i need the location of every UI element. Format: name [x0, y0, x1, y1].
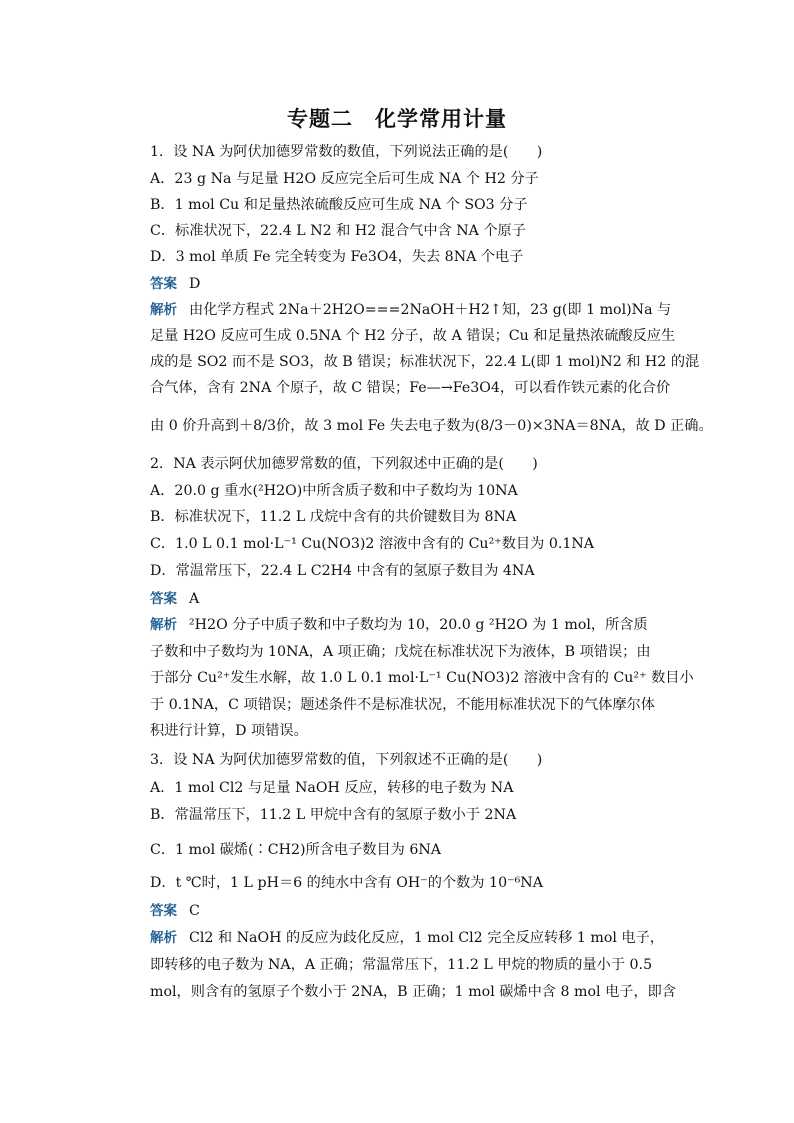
q1-stem: 1．设 NA 为阿伏加德罗常数的数值，下列说法正确的是( ) — [150, 144, 543, 160]
q3-option-a: A．1 mol Cl2 与足量 NaOH 反应，转移的电子数为 NA — [150, 780, 514, 796]
q1-option-d: D．3 mol 单质 Fe 完全转变为 Fe3O4，失去 8NA 个电子 — [150, 249, 524, 265]
q2-stem: 2．NA 表示阿伏加德罗常数的值，下列叙述中正确的是( ) — [150, 456, 538, 472]
q2-answer — [150, 590, 199, 608]
q2-analysis-line-3: 于部分 Cu²⁺发生水解，故 1.0 L 0.1 mol·L⁻¹ Cu(NO3)2 溶液中含有的 Cu²⁺ 数目小 — [150, 670, 694, 686]
q3-analysis-text-1: Cl2 和 NaOH 的反应为歧化反应，1 mol Cl2 完全反应转移 1 mol 电子， — [189, 930, 664, 946]
q1-option-a: A．23 g Na 与足量 H2O 反应完全后可生成 NA 个 H2 分子 — [150, 171, 539, 187]
q2-analysis-line-1 — [150, 616, 648, 634]
q1-answer-value: D — [189, 276, 201, 292]
q1-analysis-line-2: 足量 H2O 反应可生成 0.5NA 个 H2 分子，故 A 错误；Cu 和足量热浓硫酸反应生 — [150, 328, 676, 344]
q3-option-b: B．常温常压下，11.2 L 甲烷中含有的氢原子数小于 2NA — [150, 807, 517, 823]
q2-option-c: C．1.0 L 0.1 mol·L⁻¹ Cu(NO3)2 溶液中含有的 Cu²⁺数目为 0.1NA — [150, 536, 595, 552]
q3-analysis-line-2: 即转移的电子数为 NA，A 正确；常温常压下，11.2 L 甲烷的物质的量小于 0.5 — [150, 957, 653, 973]
q1-analysis-line-3: 成的是 SO2 而不是 SO3，故 B 错误；标准状况下，22.4 L(即 1 mol)N2 和 H2 的混 — [150, 354, 700, 370]
q1-option-c: C．标准状况下，22.4 L N2 和 H2 混合气中含 NA 个原子 — [150, 223, 526, 239]
q3-answer — [150, 902, 200, 920]
analysis-label: 解析 — [150, 302, 177, 318]
answer-label: 答案 — [150, 276, 177, 292]
q1-analysis-line-4: 合气体，含有 2NA 个原子，故 C 错误；Fe—→Fe3O4，可以看作铁元素的化合价 — [150, 380, 671, 396]
q2-option-b: B．标准状况下，11.2 L 戊烷中含有的共价键数目为 8NA — [150, 509, 517, 525]
q1-analysis-line-1 — [150, 301, 671, 319]
q3-analysis-line-1 — [150, 929, 664, 947]
q2-analysis-line-2: 子数和中子数均为 10NA，A 项正确；戊烷在标准状况下为液体，B 项错误；由 — [150, 644, 651, 660]
analysis-label: 解析 — [150, 617, 177, 633]
analysis-label: 解析 — [150, 930, 177, 946]
q3-answer-value: C — [189, 903, 200, 919]
q2-analysis-line-4: 于 0.1NA，C 项错误；题述条件不是标准状况，不能用标准状况下的气体摩尔体 — [150, 697, 655, 713]
q1-analysis-text-1: 由化学方程式 2Na＋2H2O===2NaOH＋H2↑知，23 g(即 1 mol)Na 与 — [189, 302, 672, 318]
q1-analysis-line-5: 由 0 价升高到＋8/3价，故 3 mol Fe 失去电子数为(8/3－0)×3NA＝8NA，故 D 正确。 — [150, 418, 713, 434]
q1-answer — [150, 275, 200, 293]
q2-option-d: D．常温常压下，22.4 L C2H4 中含有的氢原子数目为 4NA — [150, 563, 535, 579]
q3-option-d: D．t ℃时，1 L pH＝6 的纯水中含有 OH⁻的个数为 10⁻⁶NA — [150, 875, 543, 891]
q2-answer-value: A — [189, 591, 200, 607]
answer-label: 答案 — [150, 591, 177, 607]
q3-stem: 3．设 NA 为阿伏加德罗常数的值，下列叙述不正确的是( ) — [150, 752, 543, 768]
page-title: 专题二 化学常用计量 — [287, 107, 507, 131]
q2-option-a: A．20.0 g 重水(²H2O)中所含质子数和中子数均为 10NA — [150, 483, 518, 499]
q1-option-b: B．1 mol Cu 和足量热浓硫酸反应可生成 NA 个 SO3 分子 — [150, 197, 528, 213]
q3-analysis-line-3: mol，则含有的氢原子个数小于 2NA，B 正确；1 mol 碳烯中含 8 mol 电子，即含 — [150, 984, 677, 1000]
q2-analysis-line-5: 积进行计算，D 项错误。 — [150, 723, 308, 739]
q3-option-c: C．1 mol 碳烯(∶CH2)所含电子数目为 6NA — [150, 842, 442, 858]
q2-analysis-text-1: ²H2O 分子中质子数和中子数均为 10，20.0 g ²H2O 为 1 mol，所含质 — [189, 617, 648, 633]
answer-label: 答案 — [150, 903, 177, 919]
